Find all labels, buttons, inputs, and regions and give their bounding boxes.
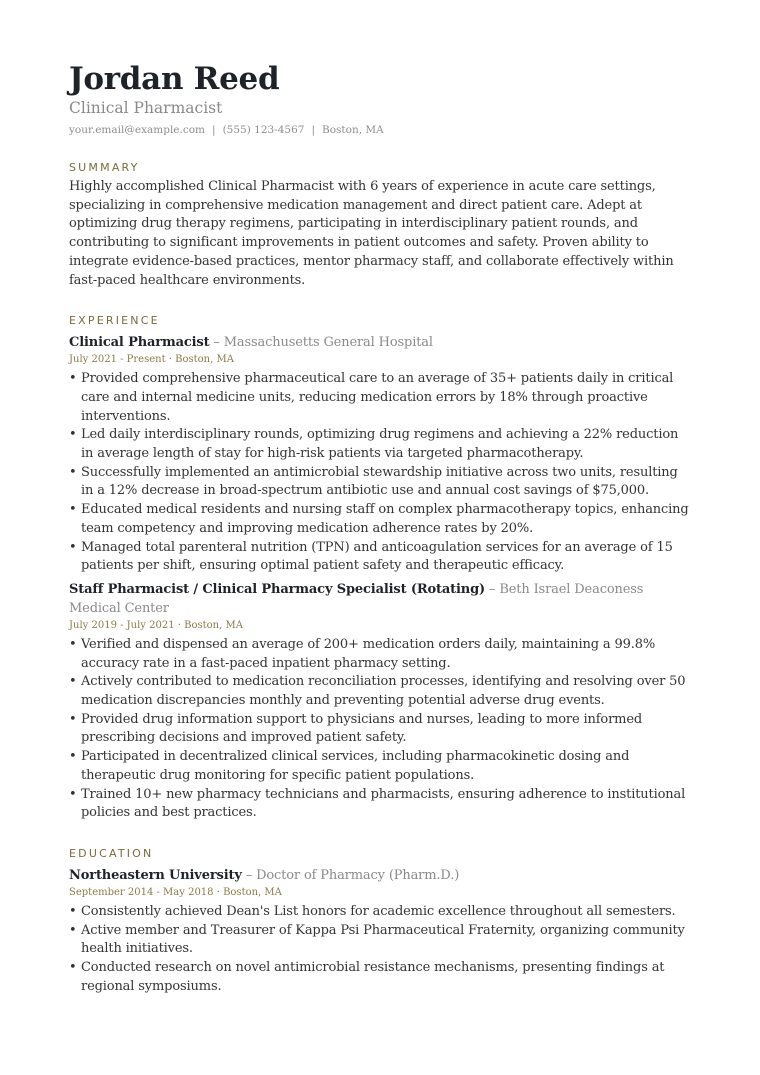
entry-bullets xyxy=(69,903,691,997)
bullet-item: • Consistently achieved Dean's List honors for academic excellence throughout all semesters. xyxy=(69,903,691,922)
contact-phone: (555) 123-4567 xyxy=(222,124,305,136)
experience-entry xyxy=(69,333,691,576)
bullet-item: • Actively contributed to medication reconciliation processes, identifying and resolving over 50 medication discrepancies monthly and preventing potential adverse drug events. xyxy=(69,673,691,710)
contact-separator: | xyxy=(212,124,216,136)
entry-heading xyxy=(69,333,691,352)
candidate-role: Clinical Pharmacist xyxy=(69,99,223,117)
bullet-item: • Led daily interdisciplinary rounds, optimizing drug regimens and achieving a 22% reduction in average length of stay for high-risk patients via targeted pharmacotherapy. xyxy=(69,426,691,463)
job-title: Staff Pharmacist / Clinical Pharmacy Specialist (Rotating) xyxy=(69,581,486,597)
experience-heading: EXPERIENCE xyxy=(69,314,160,328)
entry-dates-location: September 2014 - May 2018 · Boston, MA xyxy=(69,886,282,898)
bullet-item: • Successfully implemented an antimicrobial stewardship initiative across two units, resulting in a 12% decrease in broad-spectrum antibiotic use and annual cost savings of $75,000. xyxy=(69,464,691,501)
bullet-item: • Trained 10+ new pharmacy technicians and pharmacists, ensuring adherence to institutional policies and best practices. xyxy=(69,786,691,823)
education-heading: EDUCATION xyxy=(69,846,154,860)
contact-line xyxy=(69,122,691,138)
job-title: Clinical Pharmacist xyxy=(69,335,210,351)
entry-bullets xyxy=(69,636,691,823)
contact-separator: | xyxy=(311,124,315,136)
bullet-item: • Provided comprehensive pharmaceutical care to an average of 35+ patients daily in critical care and internal medicine units, reducing medication errors by 18% through proactive interventions. xyxy=(69,370,691,426)
bullet-item: • Managed total parenteral nutrition (TPN) and anticoagulation services for an average of 15 patients per shift, ensuring optimal patient safety and therapeutic efficacy. xyxy=(69,539,691,576)
bullet-item: • Verified and dispensed an average of 200+ medication orders daily, maintaining a 99.8% accuracy rate in a fast-paced inpatient pharmacy setting. xyxy=(69,636,691,673)
entry-dates-location: July 2019 - July 2021 · Boston, MA xyxy=(69,619,243,631)
employer-name: – Beth Israel Deaconess Medical Center xyxy=(69,581,644,616)
bullet-item: • Educated medical residents and nursing staff on complex pharmacotherapy topics, enhancing team competency and improving medication adherence rates by 20%. xyxy=(69,501,691,538)
contact-email: your.email@example.com xyxy=(69,124,206,136)
summary-heading: SUMMARY xyxy=(69,161,140,174)
entry-bullets xyxy=(69,370,691,576)
degree-name: – Doctor of Pharmacy (Pharm.D.) xyxy=(245,867,460,883)
employer-name: – Massachusetts General Hospital xyxy=(213,335,433,351)
entry-heading xyxy=(69,580,691,618)
summary-text: Highly accomplished Clinical Pharmacist with 6 years of experience in acute care settings, specializing in comprehensive medication management and direct patient care. Adept at optimizing drug therapy regimens, participating in interdisciplinary patient rounds, and contributing to significant improvements in patient outcomes and safety. Proven ability to integrate evidence-based practices, mentor pharmacy staff, and collaborate effectively within fast-paced healthcare environments. xyxy=(69,179,674,288)
entry-heading xyxy=(69,866,691,885)
bullet-item: • Active member and Treasurer of Kappa Psi Pharmaceutical Fraternity, organizing community health initiatives. xyxy=(69,922,691,959)
education-entry xyxy=(69,866,691,997)
bullet-item: • Participated in decentralized clinical services, including pharmacokinetic dosing and therapeutic drug monitoring for specific patient populations. xyxy=(69,748,691,785)
school-name: Northeastern University xyxy=(69,867,242,883)
entry-dates-location: July 2021 - Present · Boston, MA xyxy=(69,354,234,366)
bullet-item: • Provided drug information support to physicians and nurses, leading to more informed prescribing decisions and improved patient safety. xyxy=(69,711,691,748)
contact-location: Boston, MA xyxy=(322,124,384,136)
bullet-item: • Conducted research on novel antimicrobial resistance mechanisms, presenting findings at regional symposiums. xyxy=(69,959,691,996)
experience-entry xyxy=(69,580,691,823)
candidate-name: Jordan Reed xyxy=(69,61,280,97)
